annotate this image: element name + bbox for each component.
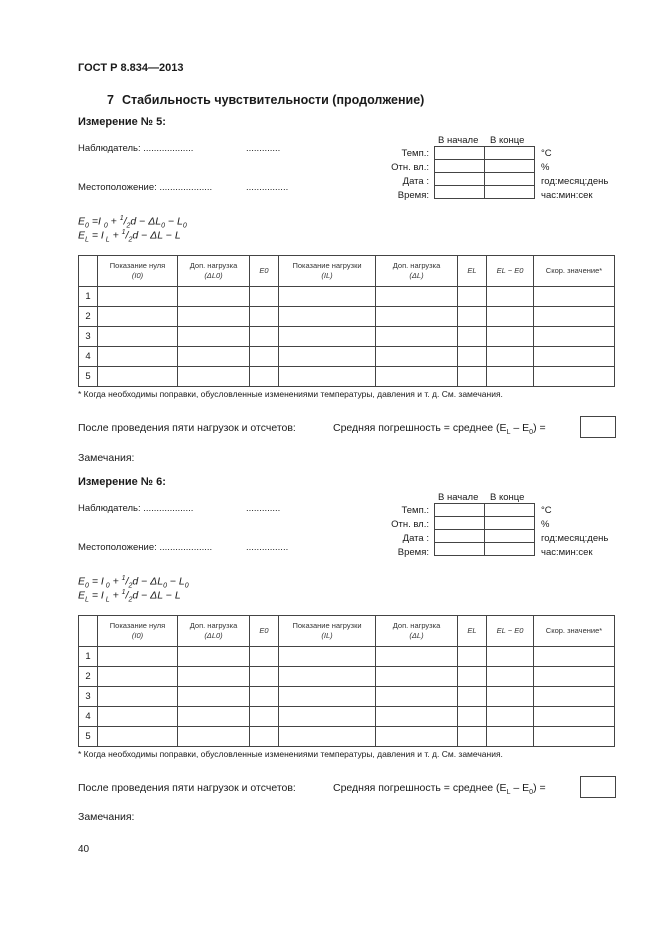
cell[interactable] — [458, 347, 487, 367]
cell[interactable] — [178, 727, 250, 747]
temp-start-cell[interactable] — [435, 504, 485, 517]
table-header-row — [79, 256, 615, 287]
temp-label: Темп.: — [401, 505, 429, 516]
date-label: Дата : — [402, 176, 429, 187]
table-row — [79, 347, 615, 367]
location-label: Местоположение: .................... — [78, 542, 213, 553]
unit-date: год:месяц:день — [541, 176, 609, 187]
page-number: 40 — [78, 844, 90, 855]
col-e0: E0 — [250, 256, 279, 287]
col-add-load-0: Доп. нагрузка (ΔL0) — [178, 256, 250, 287]
unit-rh: % — [541, 162, 550, 173]
measurement-title: Измерение № 5: — [78, 116, 166, 128]
cell[interactable] — [534, 367, 615, 387]
cell[interactable] — [534, 687, 615, 707]
cell[interactable] — [250, 727, 279, 747]
cell[interactable] — [376, 647, 458, 667]
col-load-reading: Показание нагрузки (IL) — [279, 616, 376, 647]
formula-e0: $E_0 =I$ $_0 + ^1/_2d - \Delta L_0 - L_0$ — [78, 215, 187, 230]
cell[interactable] — [487, 707, 534, 727]
cell[interactable] — [178, 287, 250, 307]
col-index — [79, 256, 98, 287]
temp-label: Темп.: — [401, 148, 429, 159]
cell[interactable] — [487, 727, 534, 747]
cell[interactable] — [458, 287, 487, 307]
measurement-table — [78, 615, 615, 747]
row-index: 3 — [79, 687, 98, 707]
rh-end-cell[interactable] — [485, 160, 535, 173]
cell[interactable] — [458, 687, 487, 707]
unit-time: час:мин:сек — [541, 190, 593, 201]
footnote: * Когда необходимы поправки, обусловленные изменениями температуры, давления и т. д. См. замечания. — [78, 389, 503, 399]
col-diff: EL − E0 — [487, 256, 534, 287]
rh-start-cell[interactable] — [435, 160, 485, 173]
cell[interactable] — [376, 327, 458, 347]
table-row — [79, 647, 615, 667]
row-index: 1 — [79, 287, 98, 307]
table-row — [79, 727, 615, 747]
cell[interactable] — [487, 647, 534, 667]
formula-e0: $E_0 = I$ $_0 + ^1/_2d - \Delta L_0 - L_0$ — [78, 575, 189, 590]
col-start-label: В начале — [438, 492, 479, 503]
cell[interactable] — [534, 707, 615, 727]
cell[interactable] — [178, 647, 250, 667]
average-error-box[interactable] — [580, 776, 616, 798]
temp-end-cell[interactable] — [485, 147, 535, 160]
observer-label: Наблюдатель: ................... — [78, 503, 194, 514]
cell[interactable] — [98, 647, 178, 667]
cell[interactable] — [279, 727, 376, 747]
cell[interactable] — [458, 647, 487, 667]
row-index: 1 — [79, 647, 98, 667]
col-corrected: Скор. значение* — [534, 256, 615, 287]
cell[interactable] — [534, 347, 615, 367]
cell[interactable] — [534, 287, 615, 307]
cell[interactable] — [98, 667, 178, 687]
table-row — [79, 307, 615, 327]
cell[interactable] — [534, 727, 615, 747]
table-row — [79, 287, 615, 307]
cell[interactable] — [376, 307, 458, 327]
row-index: 5 — [79, 727, 98, 747]
remarks-label: Замечания: — [78, 452, 135, 464]
col-el: EL — [458, 616, 487, 647]
rh-end-cell[interactable] — [485, 517, 535, 530]
cell[interactable] — [178, 347, 250, 367]
time-start-cell[interactable] — [435, 543, 485, 556]
col-e0: E0 — [250, 616, 279, 647]
cell[interactable] — [487, 667, 534, 687]
time-label: Время: — [397, 547, 429, 558]
temp-end-cell[interactable] — [485, 504, 535, 517]
formula-el: $E_L = I$ $_L + ^1/_2d - \Delta L - L$ — [78, 589, 181, 604]
cell[interactable] — [458, 307, 487, 327]
col-end-label: В конце — [490, 135, 525, 146]
average-error-label: Средняя погрешность = среднее $(E_L - E_0)$ = — [333, 782, 546, 797]
location-label: Местоположение: .................... — [78, 182, 213, 193]
cell[interactable] — [98, 287, 178, 307]
time-start-cell[interactable] — [435, 186, 485, 199]
table-header-row — [79, 616, 615, 647]
table-row — [79, 327, 615, 347]
cell[interactable] — [376, 727, 458, 747]
cell[interactable] — [534, 307, 615, 327]
cell[interactable] — [534, 667, 615, 687]
col-el: EL — [458, 256, 487, 287]
col-add-load-0: Доп. нагрузка (ΔL0) — [178, 616, 250, 647]
env-grid — [434, 146, 535, 199]
cell[interactable] — [250, 667, 279, 687]
env-grid — [434, 503, 535, 556]
col-diff: EL − E0 — [487, 616, 534, 647]
cell[interactable] — [279, 327, 376, 347]
time-end-cell[interactable] — [485, 186, 535, 199]
measurement-title: Измерение № 6: — [78, 476, 166, 488]
table-row — [79, 667, 615, 687]
measurement-table — [78, 255, 615, 387]
date-start-cell[interactable] — [435, 530, 485, 543]
observer-dots: ............. — [246, 143, 281, 154]
col-add-load-l: Доп. нагрузка (ΔL) — [376, 616, 458, 647]
cell[interactable] — [458, 367, 487, 387]
cell[interactable] — [458, 327, 487, 347]
cell[interactable] — [98, 347, 178, 367]
row-index: 4 — [79, 347, 98, 367]
cell[interactable] — [250, 687, 279, 707]
after-loads-label: После проведения пяти нагрузок и отсчетов: — [78, 782, 296, 794]
location-dots: ................ — [246, 182, 289, 193]
section-title-text: Стабильность чувствительности (продолжение) — [121, 93, 425, 107]
standard-header: ГОСТ Р 8.834—2013 — [78, 62, 184, 74]
cell[interactable] — [250, 327, 279, 347]
after-loads-label: После проведения пяти нагрузок и отсчетов: — [78, 422, 296, 434]
row-index: 2 — [79, 307, 98, 327]
table-row — [79, 687, 615, 707]
col-add-load-l: Доп. нагрузка (ΔL) — [376, 256, 458, 287]
unit-temp: °С — [541, 505, 552, 516]
cell[interactable] — [279, 287, 376, 307]
cell[interactable] — [98, 367, 178, 387]
row-index: 2 — [79, 667, 98, 687]
cell[interactable] — [534, 327, 615, 347]
unit-temp: °С — [541, 148, 552, 159]
location-dots: ................ — [246, 542, 289, 553]
observer-dots: ............. — [246, 503, 281, 514]
col-zero-reading: Показание нуля (I0) — [98, 616, 178, 647]
cell[interactable] — [279, 707, 376, 727]
remarks-label: Замечания: — [78, 811, 135, 823]
cell[interactable] — [98, 727, 178, 747]
section-number: 7 — [107, 93, 114, 107]
col-zero-reading: Показание нуля (I0) — [98, 256, 178, 287]
section-title — [107, 93, 424, 107]
cell[interactable] — [376, 667, 458, 687]
cell[interactable] — [98, 327, 178, 347]
footnote: * Когда необходимы поправки, обусловленные изменениями температуры, давления и т. д. См. замечания. — [78, 749, 503, 759]
cell[interactable] — [279, 667, 376, 687]
cell[interactable] — [98, 307, 178, 327]
col-index — [79, 616, 98, 647]
cell[interactable] — [376, 287, 458, 307]
cell[interactable] — [250, 347, 279, 367]
date-end-cell[interactable] — [485, 530, 535, 543]
cell[interactable] — [250, 707, 279, 727]
row-index: 5 — [79, 367, 98, 387]
rh-start-cell[interactable] — [435, 517, 485, 530]
cell[interactable] — [534, 647, 615, 667]
cell[interactable] — [250, 307, 279, 327]
date-end-cell[interactable] — [485, 173, 535, 186]
rh-label: Отн. вл.: — [391, 519, 429, 530]
cell[interactable] — [487, 367, 534, 387]
observer-label: Наблюдатель: ................... — [78, 143, 194, 154]
cell[interactable] — [178, 327, 250, 347]
unit-date: год:месяц:день — [541, 533, 609, 544]
cell[interactable] — [487, 307, 534, 327]
cell[interactable] — [279, 687, 376, 707]
rh-label: Отн. вл.: — [391, 162, 429, 173]
cell[interactable] — [376, 347, 458, 367]
col-corrected: Скор. значение* — [534, 616, 615, 647]
cell[interactable] — [376, 687, 458, 707]
time-end-cell[interactable] — [485, 543, 535, 556]
cell[interactable] — [250, 367, 279, 387]
cell[interactable] — [487, 347, 534, 367]
row-index: 3 — [79, 327, 98, 347]
cell[interactable] — [279, 647, 376, 667]
cell[interactable] — [487, 327, 534, 347]
table-row — [79, 707, 615, 727]
cell[interactable] — [458, 667, 487, 687]
row-index: 4 — [79, 707, 98, 727]
date-label: Дата : — [402, 533, 429, 544]
cell[interactable] — [279, 307, 376, 327]
cell[interactable] — [376, 367, 458, 387]
cell[interactable] — [178, 687, 250, 707]
cell[interactable] — [178, 367, 250, 387]
time-label: Время: — [397, 190, 429, 201]
temp-start-cell[interactable] — [435, 147, 485, 160]
cell[interactable] — [178, 307, 250, 327]
average-error-box[interactable] — [580, 416, 616, 438]
cell[interactable] — [98, 707, 178, 727]
cell[interactable] — [178, 667, 250, 687]
col-end-label: В конце — [490, 492, 525, 503]
cell[interactable] — [487, 287, 534, 307]
date-start-cell[interactable] — [435, 173, 485, 186]
col-load-reading: Показание нагрузки (IL) — [279, 256, 376, 287]
unit-rh: % — [541, 519, 550, 530]
average-error-label: Средняя погрешность = среднее $(E_L - E_0)$ = — [333, 422, 546, 437]
cell[interactable] — [279, 347, 376, 367]
cell[interactable] — [98, 687, 178, 707]
cell[interactable] — [487, 687, 534, 707]
col-start-label: В начале — [438, 135, 479, 146]
formula-el: $E_L = I$ $_L + ^1/_2d - \Delta L - L$ — [78, 229, 181, 244]
unit-time: час:мин:сек — [541, 547, 593, 558]
cell[interactable] — [250, 287, 279, 307]
table-row — [79, 367, 615, 387]
cell[interactable] — [178, 707, 250, 727]
cell[interactable] — [458, 727, 487, 747]
cell[interactable] — [376, 707, 458, 727]
cell[interactable] — [458, 707, 487, 727]
cell[interactable] — [279, 367, 376, 387]
cell[interactable] — [250, 647, 279, 667]
